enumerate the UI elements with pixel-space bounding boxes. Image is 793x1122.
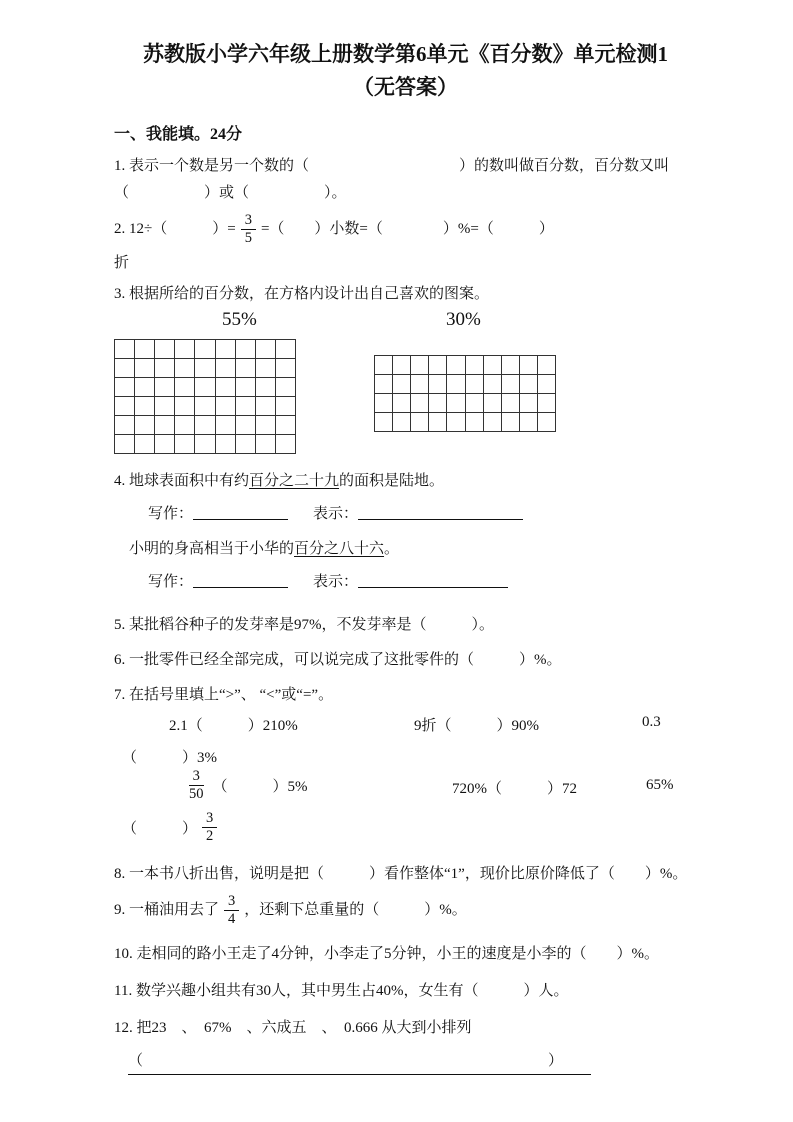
- grid-cell: [411, 394, 429, 413]
- grid-cell: [276, 359, 296, 378]
- design-grid-30: [374, 355, 556, 432]
- grid-cell: [411, 356, 429, 375]
- q11-text: 11. 数学兴趣小组共有30人，其中男生占40%，女生有（ ）人。: [114, 983, 569, 999]
- grid-cell: [135, 359, 155, 378]
- design-grid-55: [114, 339, 296, 454]
- q7-pair-2: 9折（ ）90%: [414, 718, 539, 734]
- fraction-numerator: 3: [202, 810, 217, 828]
- q4-mean2-label: 表示：: [313, 574, 359, 590]
- grid-cell: [447, 375, 465, 394]
- grid-cell: [375, 375, 393, 394]
- q6-text: 6. 一批零件已经全部完成，可以说完成了这批零件的（ ）%。: [114, 652, 562, 668]
- fraction-3-2: [202, 810, 217, 845]
- grid-cell: [115, 378, 135, 397]
- grid-cell: [195, 340, 215, 359]
- grid-cell: [429, 356, 447, 375]
- q10-text: 10. 走相同的路小王走了4分钟，小李走了5分钟，小王的速度是小李的（ ）%。: [114, 946, 659, 962]
- q4-write-row2: [114, 570, 697, 595]
- grid-cell: [216, 378, 236, 397]
- q7-pair-4-right: （ ）5%: [212, 779, 308, 795]
- grid-cell: [466, 375, 484, 394]
- grid-cell: [155, 435, 175, 454]
- q4-write1-label: 写作：: [148, 506, 194, 522]
- q9-line: [114, 893, 697, 928]
- q1-line2: （ ）或（ ）。: [114, 185, 347, 201]
- grid-cell: [502, 375, 520, 394]
- grid-cell: [502, 356, 520, 375]
- q9-pre: 9. 一桶油用去了: [114, 902, 220, 918]
- grid-cell: [393, 413, 411, 432]
- grid-cell: [375, 394, 393, 413]
- q2-pre: 2. 12÷（ ）=: [114, 221, 236, 237]
- fraction-numerator: 3: [241, 212, 256, 230]
- grid-cell: [216, 435, 236, 454]
- grid-cell: [256, 397, 276, 416]
- grid-cell: [175, 378, 195, 397]
- grid-cell: [393, 394, 411, 413]
- grid-cell: [520, 375, 538, 394]
- grid-cell: [155, 378, 175, 397]
- grid-cell: [276, 340, 296, 359]
- q2-line: [114, 212, 697, 247]
- q12-text: 12. 把23 、 67% 、六成五 、 0.666 从大到小排列: [114, 1020, 472, 1036]
- q3-grids-area: [114, 309, 697, 461]
- q5-text: 5. 某批稻谷种子的发芽率是97%，不发芽率是（ ）。: [114, 617, 494, 633]
- grid-cell: [195, 378, 215, 397]
- grid-cell: [447, 356, 465, 375]
- grid-cell: [466, 356, 484, 375]
- grid-cell: [393, 356, 411, 375]
- grid-cell: [276, 416, 296, 435]
- q7-pair-4: [180, 768, 308, 803]
- grid-cell: [175, 416, 195, 435]
- fraction-numerator: 3: [189, 768, 204, 786]
- grid-cell: [115, 397, 135, 416]
- fraction-3-50: [185, 768, 208, 803]
- q12-answer-blank: （ ）: [128, 1049, 591, 1075]
- grid-cell: [175, 340, 195, 359]
- grid-cell: [175, 397, 195, 416]
- grid-cell: [375, 356, 393, 375]
- grid-cell: [236, 397, 256, 416]
- grid-cell: [538, 356, 556, 375]
- grid-cell: [236, 359, 256, 378]
- q7-pair-6-paren: （ ）: [122, 821, 198, 837]
- grid-cell: [447, 413, 465, 432]
- grid-cell: [236, 416, 256, 435]
- grid-cell: [195, 435, 215, 454]
- fraction-denominator: 50: [189, 786, 204, 802]
- q7-pair-6-left: 65%: [646, 777, 674, 793]
- grid-cell: [115, 435, 135, 454]
- grid2-percent-label: 30%: [446, 309, 481, 330]
- grid-cell: [175, 435, 195, 454]
- grid-cell: [216, 416, 236, 435]
- grid-cell: [256, 340, 276, 359]
- fraction-3-5: [241, 212, 256, 247]
- q4-write2-label: 写作：: [148, 574, 194, 590]
- grid-cell: [135, 416, 155, 435]
- q7-pair-3-right: （ ）3%: [122, 750, 217, 766]
- write-blank-2: [193, 572, 288, 588]
- grid-cell: [115, 416, 135, 435]
- q4-write-row1: [114, 502, 697, 527]
- grid-cell: [135, 340, 155, 359]
- fraction-denominator: 4: [228, 911, 236, 927]
- grid-cell: [447, 394, 465, 413]
- fraction-denominator: 5: [244, 230, 252, 246]
- q7-pair-6-right: [122, 810, 222, 845]
- grid-cell: [429, 375, 447, 394]
- grid1-percent-label: 55%: [222, 309, 257, 330]
- grid-cell: [216, 340, 236, 359]
- fraction-numerator: 3: [224, 893, 239, 911]
- grid-cell: [236, 378, 256, 397]
- grid-cell: [195, 397, 215, 416]
- grid-cell: [520, 356, 538, 375]
- grid-cell: [466, 413, 484, 432]
- q4-s1-underlined: 百分之二十九: [249, 473, 340, 489]
- q4-s2-post: 。: [384, 541, 400, 557]
- grid-cell: [135, 435, 155, 454]
- q7-pair-1: 2.1（ ）210%: [169, 718, 298, 734]
- grid-cell: [236, 340, 256, 359]
- q9-post: ，还剩下总重量的（ ）%。: [244, 902, 467, 918]
- grid-cell: [216, 359, 236, 378]
- grid-cell: [135, 397, 155, 416]
- grid-cell: [393, 375, 411, 394]
- grid-cell: [538, 375, 556, 394]
- q7-pair-5: 720%（ ）72: [452, 781, 577, 797]
- q4-mean1-label: 表示：: [313, 506, 359, 522]
- grid-cell: [538, 394, 556, 413]
- grid-cell: [466, 394, 484, 413]
- grid-cell: [155, 397, 175, 416]
- q4-s2-underlined: 百分之八十六: [294, 541, 385, 557]
- grid-cell: [484, 394, 502, 413]
- grid-cell: [256, 416, 276, 435]
- grid-cell: [411, 413, 429, 432]
- fraction-denominator: 2: [206, 828, 214, 844]
- grid-cell: [155, 340, 175, 359]
- grid-cell: [135, 378, 155, 397]
- grid-cell: [538, 413, 556, 432]
- grid-cell: [429, 394, 447, 413]
- q2-post: =（ ）小数=（ ）%=（ ）: [260, 221, 554, 237]
- grid-cell: [276, 397, 296, 416]
- grid-cell: [155, 359, 175, 378]
- grid-cell: [375, 413, 393, 432]
- grid-cell: [195, 359, 215, 378]
- q4-s1-post: 的面积是陆地。: [339, 473, 445, 489]
- q4-s2-pre: 小明的身高相当于小华的: [129, 541, 295, 557]
- grid-cell: [175, 359, 195, 378]
- grid-cell: [520, 394, 538, 413]
- q4-s1-pre: 4. 地球表面积中有约: [114, 473, 250, 489]
- grid-cell: [256, 378, 276, 397]
- section-heading: 一、我能填。24分: [114, 126, 243, 143]
- q4-sentence2: [114, 537, 697, 562]
- grid-cell: [216, 397, 236, 416]
- q12-answer-row: [114, 1049, 697, 1075]
- write-blank-1: [193, 504, 288, 520]
- meaning-blank-1: [358, 504, 523, 520]
- grid-cell: [502, 413, 520, 432]
- grid-cell: [276, 435, 296, 454]
- q7-pair-3-left: 0.3: [642, 714, 661, 730]
- grid-cell: [502, 394, 520, 413]
- doc-subtitle: （无答案）: [353, 75, 458, 99]
- grid-cell: [429, 413, 447, 432]
- q3-text: 3. 根据所给的百分数，在方格内设计出自己喜欢的图案。: [114, 286, 490, 302]
- q1-line1: 1. 表示一个数是另一个数的（ ）的数叫做百分数，百分数又叫: [114, 158, 670, 174]
- q8-text: 8. 一本书八折出售，说明是把（ ）看作整体“1”，现价比原价降低了（ ）%。: [114, 866, 688, 882]
- grid-cell: [484, 375, 502, 394]
- grid-cell: [195, 416, 215, 435]
- q2-wrap-char: 折: [114, 255, 130, 271]
- grid-cell: [484, 413, 502, 432]
- grid-cell: [256, 435, 276, 454]
- grid-cell: [256, 359, 276, 378]
- grid-cell: [276, 378, 296, 397]
- grid-cell: [484, 356, 502, 375]
- meaning-blank-2: [358, 572, 508, 588]
- grid-cell: [411, 375, 429, 394]
- q7-intro: 7. 在括号里填上“>”、 “<”或“=”。: [114, 687, 334, 703]
- grid-cell: [115, 359, 135, 378]
- grid-cell: [236, 435, 256, 454]
- q4-sentence1: [114, 469, 697, 494]
- doc-title: 苏教版小学六年级上册数学第6单元《百分数》单元检测1: [143, 42, 668, 66]
- fraction-3-4: [224, 893, 239, 928]
- grid-cell: [155, 416, 175, 435]
- grid-cell: [115, 340, 135, 359]
- grid-cell: [520, 413, 538, 432]
- q7-comparisons: [114, 712, 697, 862]
